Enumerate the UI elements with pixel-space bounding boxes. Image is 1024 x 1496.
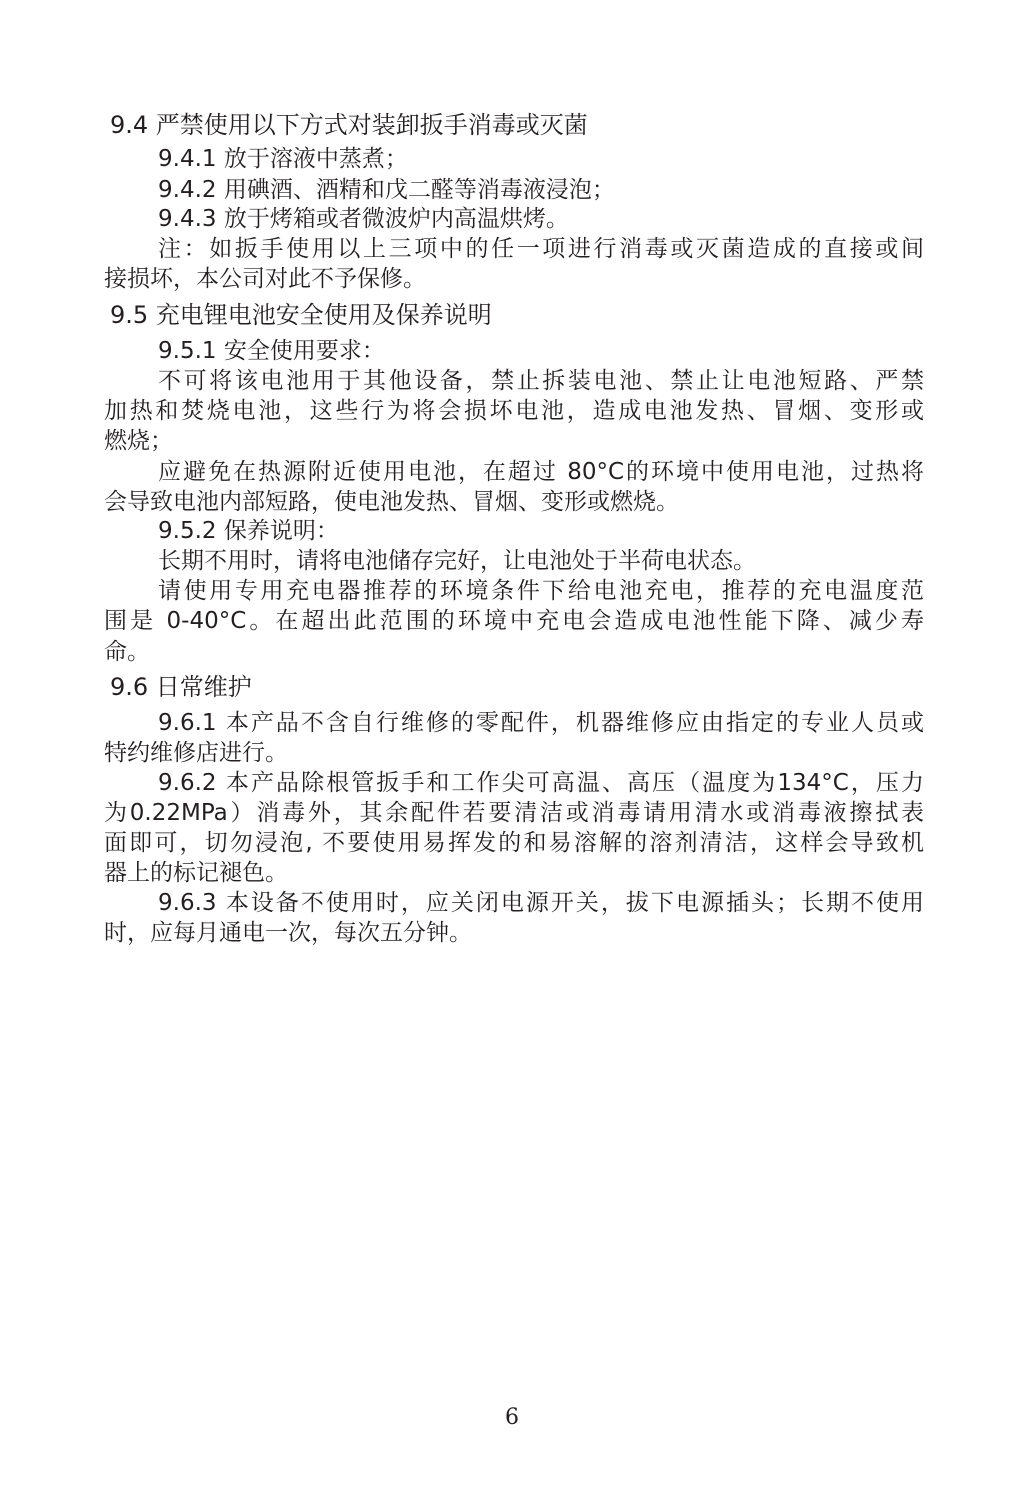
item-9-6-1: 9.6.1 本产品不含自行维修的零配件，机器维修应由指定的专业人员或 [158, 710, 924, 736]
paragraph-line: 请使用专用充电器推荐的环境条件下给电池充电，推荐的充电温度范 [158, 578, 924, 604]
item-9-4-1: 9.4.1 放于溶液中蒸煮； [158, 146, 408, 172]
paragraph-line: 不可将该电池用于其他设备，禁止拆装电池、禁止让电池短路、严禁 [158, 368, 924, 394]
paragraph-line: 长期不用时，请将电池储存完好，让电池处于半荷电状态。 [158, 548, 756, 574]
item-9-6-3: 9.6.3 本设备不使用时，应关闭电源开关，拔下电源插头；长期不使用 [158, 890, 924, 916]
paragraph-line: 命。 [104, 639, 150, 665]
section-heading-9-6: 9.6 日常维护 [110, 673, 252, 701]
item-9-4-2: 9.4.2 用碘酒、酒精和戊二醛等消毒液浸泡； [158, 177, 615, 203]
item-9-4-3: 9.4.3 放于烤箱或者微波炉内高温烘烤。 [158, 206, 569, 232]
paragraph-line: 面即可，切勿浸泡, 不要使用易挥发的和易溶解的溶剂清洁，这样会导致机 [104, 830, 924, 856]
note-line-1: 注：如扳手使用以上三项中的任一项进行消毒或灭菌造成的直接或间 [158, 236, 924, 262]
note-line-2: 接损坏，本公司对此不予保修。 [104, 266, 426, 292]
paragraph-line: 为0.22MPa）消毒外，其余配件若要清洁或消毒请用清水或消毒液擦拭表 [104, 800, 924, 826]
paragraph-line: 加热和焚烧电池，这些行为将会损坏电池，造成电池发热、冒烟、变形或 [104, 398, 924, 424]
paragraph-line: 围是 0-40°C。在超出此范围的环境中充电会造成电池性能下降、减少寿 [104, 608, 924, 634]
paragraph-line: 器上的标记褪色。 [104, 860, 288, 886]
paragraph-line: 应避免在热源附近使用电池，在超过 80°C的环境中使用电池，过热将 [158, 459, 924, 485]
paragraph-line: 特约维修店进行。 [104, 740, 288, 766]
section-heading-9-5: 9.5 充电锂电池安全使用及保养说明 [110, 301, 492, 329]
item-9-6-2: 9.6.2 本产品除根管扳手和工作尖可高温、高压（温度为134°C，压力 [158, 770, 924, 796]
page-number: 6 [505, 1405, 519, 1430]
item-9-5-2: 9.5.2 保养说明： [158, 518, 339, 544]
item-9-5-1: 9.5.1 安全使用要求： [158, 338, 385, 364]
section-heading-9-4: 9.4 严禁使用以下方式对装卸扳手消毒或灭菌 [110, 111, 588, 139]
paragraph-line: 燃烧； [104, 428, 173, 454]
paragraph-line: 时，应每月通电一次，每次五分钟。 [104, 920, 472, 946]
paragraph-line: 会导致电池内部短路，使电池发热、冒烟、变形或燃烧。 [104, 489, 679, 515]
